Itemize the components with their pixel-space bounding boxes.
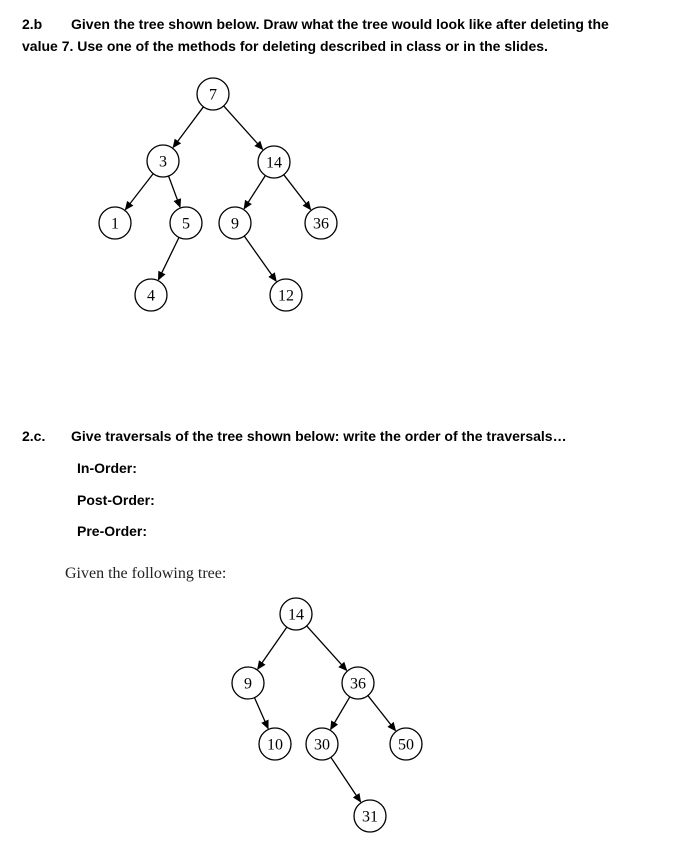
tree2-node-50 xyxy=(390,728,422,760)
q2c-number: 2.c. xyxy=(22,428,46,444)
q2b-number: 2.b xyxy=(22,16,43,32)
pre-order-label: Pre-Order: xyxy=(77,523,148,539)
tree1-node-label: 9 xyxy=(231,215,239,233)
tree1-node-label: 7 xyxy=(209,86,217,104)
q2b-line1: Given the tree shown below. Draw what the tree would look like after deleting the xyxy=(71,16,609,32)
post-order-label: Post-Order: xyxy=(77,492,155,508)
in-order-label: In-Order: xyxy=(77,460,137,476)
tree2-edge-m36-m50 xyxy=(368,696,396,731)
tree2-node-label: 30 xyxy=(314,736,330,754)
tree2-edge-m30-m31 xyxy=(331,757,361,802)
tree1-node-label: 14 xyxy=(266,154,282,172)
tree2-node-label: 14 xyxy=(288,606,304,624)
tree1-node-label: 5 xyxy=(182,215,190,233)
tree2-node-36 xyxy=(342,667,374,699)
tree2-node-9 xyxy=(232,667,264,699)
tree1-node-label: 1 xyxy=(111,215,119,233)
tree2-node-label: 31 xyxy=(362,808,378,826)
tree2-node-label: 9 xyxy=(244,675,252,693)
tree1-node-label: 3 xyxy=(159,153,167,171)
tree2-node-30 xyxy=(306,728,338,760)
tree2-node-10 xyxy=(259,728,291,760)
given-tree-caption: Given the following tree: xyxy=(65,565,227,582)
tree1-node-label: 36 xyxy=(313,215,329,233)
tree2-node-label: 50 xyxy=(398,736,414,754)
tree2-edge-m14-m36 xyxy=(307,626,347,670)
tree2-node-label: 10 xyxy=(267,736,283,754)
tree1-node-label: 12 xyxy=(278,287,294,305)
tree2-edge-m9-m10 xyxy=(254,698,268,729)
tree2-edge-m36-m30 xyxy=(331,697,350,730)
q2b-line2: value 7. Use one of the methods for deleting described in class or in the slides. xyxy=(22,38,548,54)
tree2-node-14 xyxy=(280,598,312,630)
tree2-edge-m14-m9 xyxy=(258,627,287,669)
tree1-node-label: 4 xyxy=(147,287,155,305)
tree2-node-31 xyxy=(354,800,386,832)
tree2-node-label: 36 xyxy=(350,675,366,693)
q2c-text: Give traversals of the tree shown below: write the order of the traversals… xyxy=(71,428,567,444)
